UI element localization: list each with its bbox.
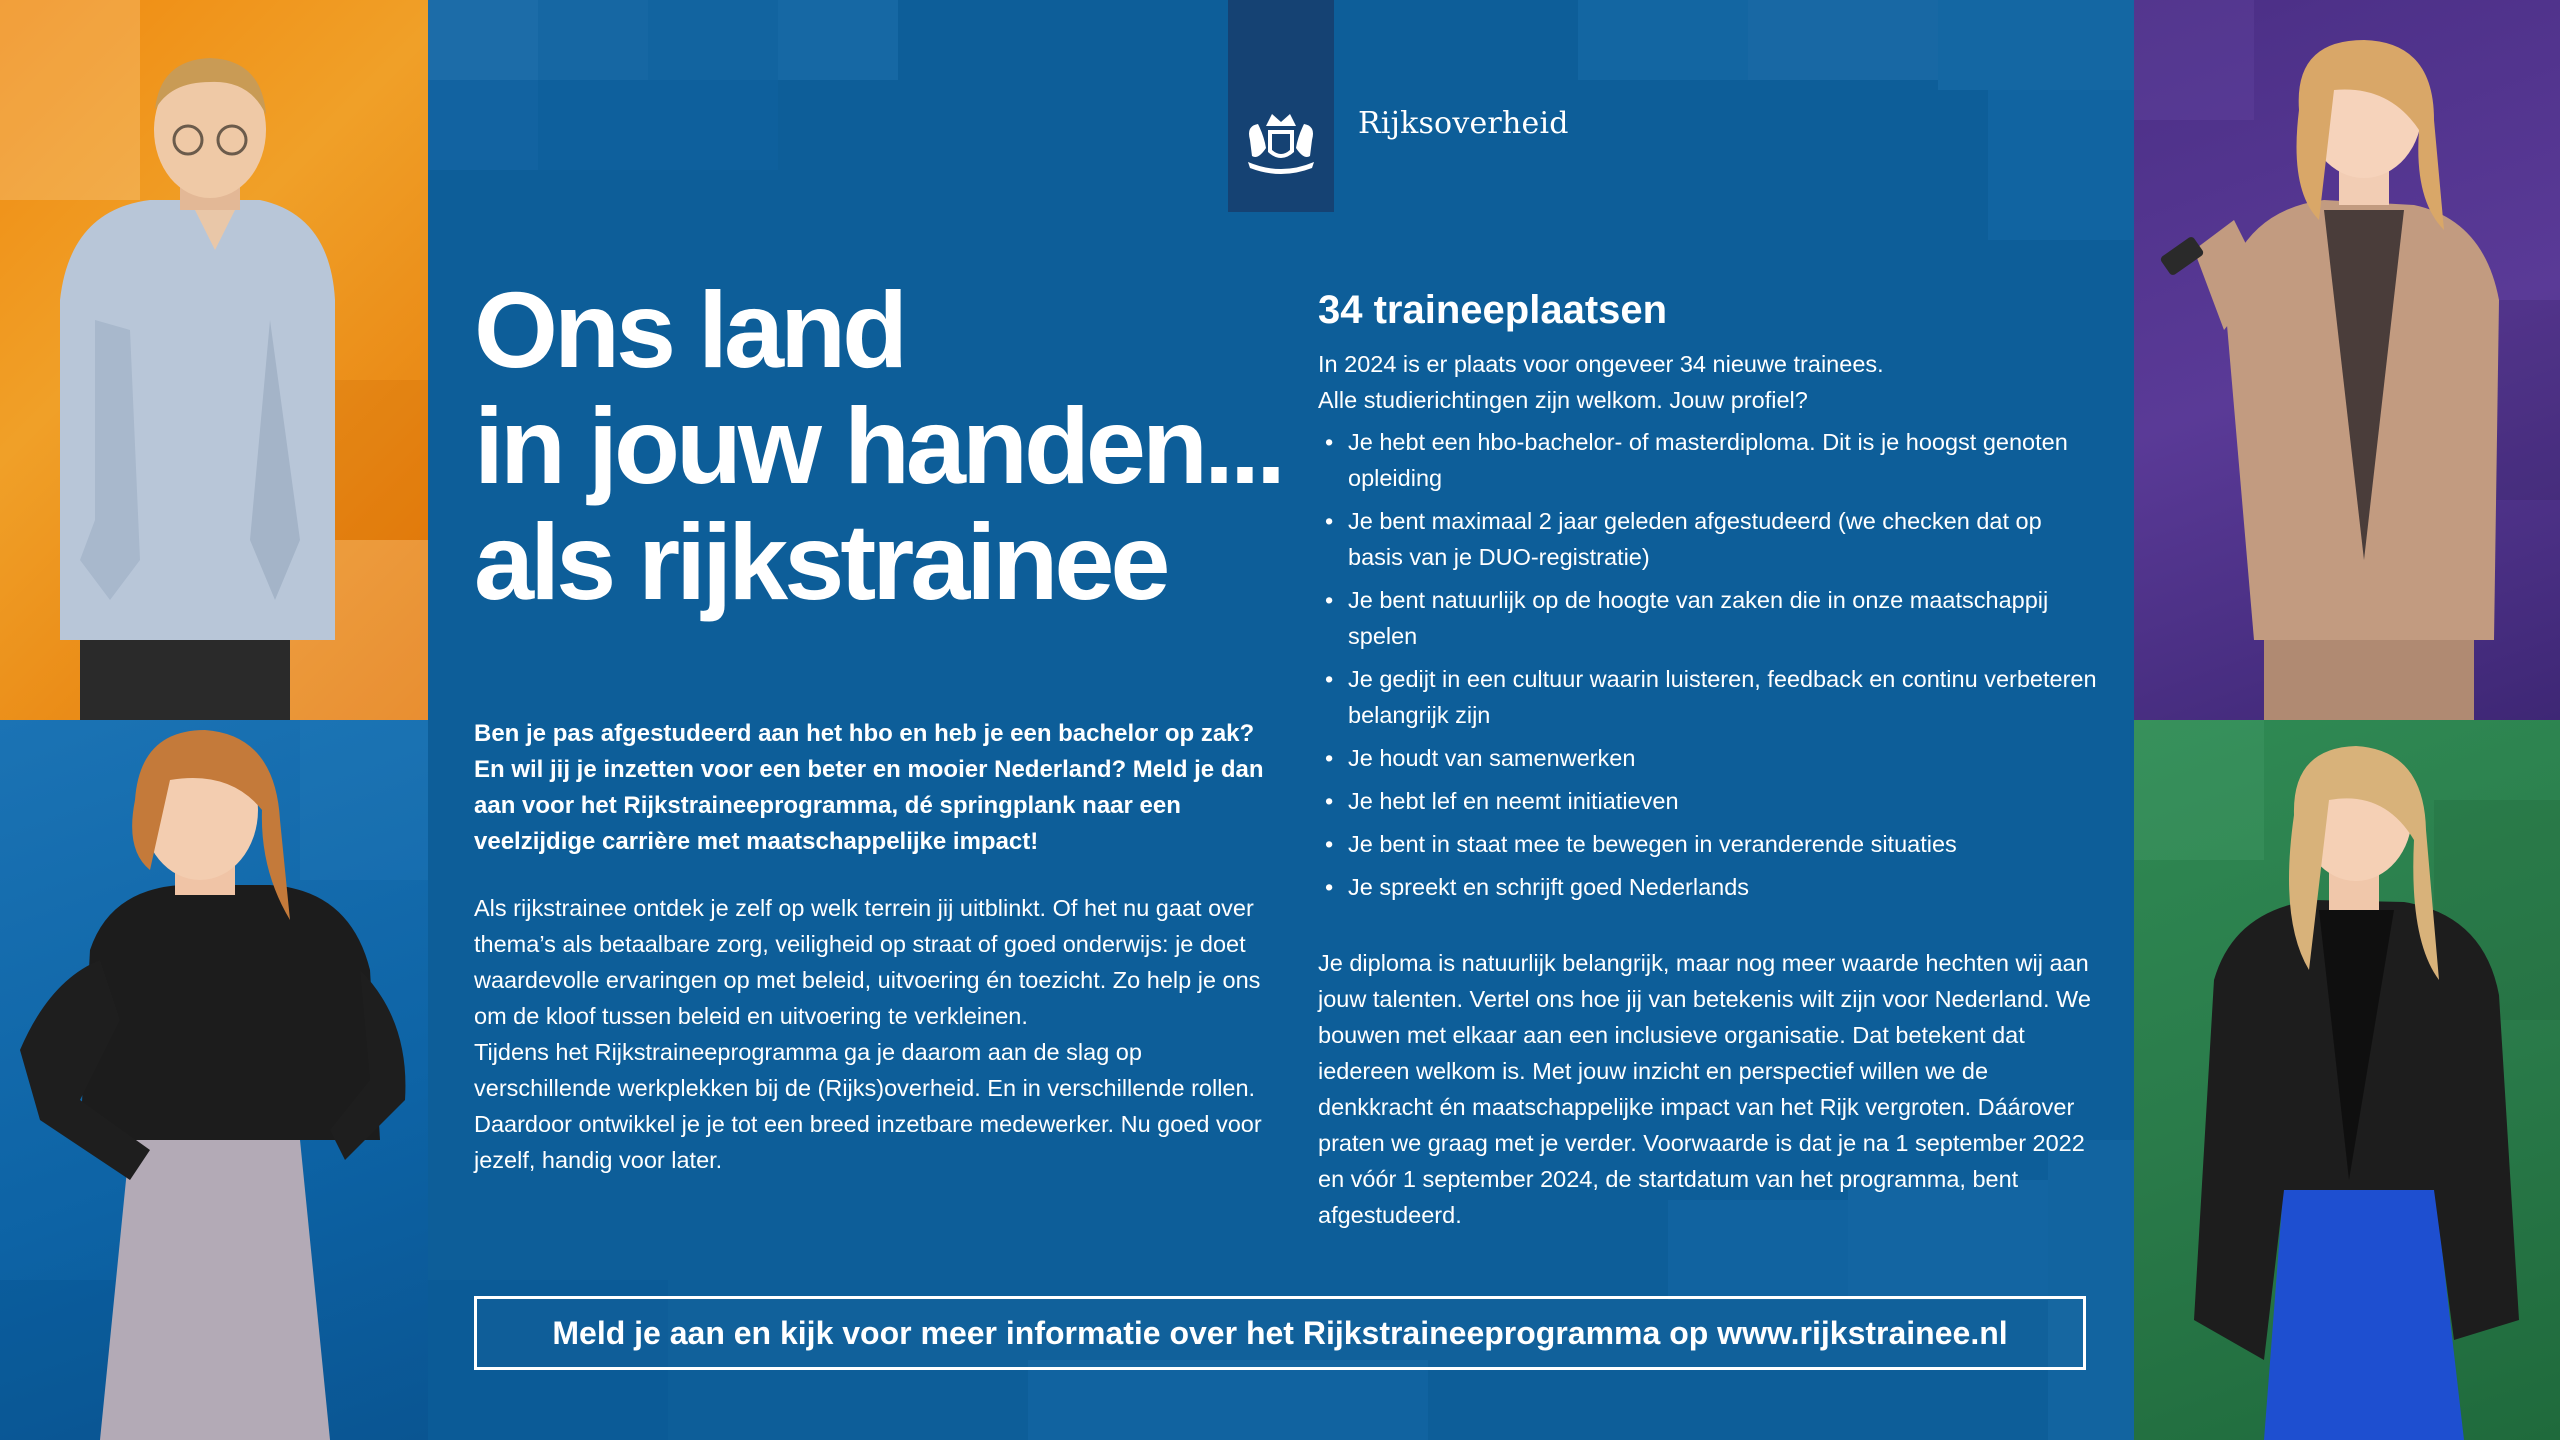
- requirements-list: [1318, 424, 2098, 905]
- person-photo-man: [0, 0, 428, 720]
- photo-panel-woman-purple: [2134, 0, 2560, 720]
- list-item: • Je bent maximaal 2 jaar geleden afgestudeerd (we checken dat op basis van je DUO-registratie): [1325, 508, 2042, 570]
- outro-paragraph: Je diploma is natuurlijk belangrijk, maar nog meer waarde hechten wij aan jouw talenten. Vertel ons hoe jij van betekenis wilt zijn voor Nederland. We bouwen met elkaar aan een inclusieve organisatie. Dat betekent dat iedereen welkom is. Met jouw inzicht en perspectief willen we de denkkracht én maatschappelijke impact van het Rijk vergroten. Dáárover praten we graag met je verder. Voorwaarde is dat je na 1 september 2022 en vóór 1 september 2024, de startdatum van het programma, bent afgestudeerd.: [1318, 950, 2091, 1228]
- list-item: • Je houdt van samenwerken: [1325, 745, 1636, 771]
- person-photo-woman-lace: [0, 720, 428, 1440]
- body-paragraph-1: Als rijkstrainee ontdek je zelf op welk terrein jij uitblinkt. Of het nu gaat over thema’s als betaalbare zorg, veiligheid op straat of goed onderwijs: je doet waardevolle ervaringen op met beleid, uitvoering én toezicht. Zo help je ons om de kloof tussen beleid en uitvoering te verkleinen.: [474, 895, 1261, 1029]
- list-item: • Je hebt een hbo-bachelor- of masterdiploma. Dit is je hoogst genoten opleiding: [1325, 429, 2068, 491]
- body-paragraph-2: Tijdens het Rijkstraineeprogramma ga je daarom aan de slag op verschillende werkplekken bij de (Rijks)overheid. En in verschillende rollen. Daardoor ontwikkel je je tot een breed inzetbare medewerker. Nu goed voor jezelf, handig voor later.: [474, 1039, 1262, 1173]
- photo-panel-woman-blue: [0, 720, 428, 1440]
- traineeplaces-intro-1: In 2024 is er plaats voor ongeveer 34 nieuwe trainees.: [1318, 351, 1884, 377]
- headline-line-1: Ons land: [474, 269, 905, 390]
- coat-of-arms-icon: [1236, 100, 1326, 190]
- traineeplaces-intro-2: Alle studierichtingen zijn welkom. Jouw profiel?: [1318, 387, 1808, 413]
- cta-banner[interactable]: Meld je aan en kijk voor meer informatie over het Rijkstraineeprogramma op www.rijkstrainee.nl: [474, 1296, 2086, 1370]
- photo-panel-woman-green: [2134, 720, 2560, 1440]
- person-photo-woman-blazer: [2134, 720, 2560, 1440]
- person-photo-woman-phone: [2134, 0, 2560, 720]
- traineeplaces-heading: 34 traineeplaatsen: [1318, 288, 1668, 332]
- logo-banner: [1228, 0, 1334, 212]
- list-item: • Je bent natuurlijk op de hoogte van zaken die in onze maatschappij spelen: [1325, 587, 2049, 649]
- list-item: • Je hebt lef en neemt initiatieven: [1325, 788, 1679, 814]
- intro-paragraph: Ben je pas afgestudeerd aan het hbo en heb je een bachelor op zak? En wil jij je inzetten voor een beter en mooier Nederland? Meld je dan aan voor het Rijkstraineeprogramma, dé springplank naar een veelzijdige carrière met maatschappelijke impact!: [474, 720, 1264, 855]
- logo-wordmark: Rijksoverheid: [1358, 106, 1569, 141]
- headline-line-2: in jouw handen...: [474, 385, 1282, 506]
- list-item: • Je spreekt en schrijft goed Nederlands: [1325, 874, 1750, 900]
- list-item: • Je gedijt in een cultuur waarin luisteren, feedback en continu verbeteren belangrijk zijn: [1325, 666, 2097, 728]
- body-left: [474, 890, 1264, 1178]
- headline: [474, 269, 1294, 622]
- headline-line-3: als rijkstrainee: [474, 501, 1167, 622]
- photo-panel-man-orange: [0, 0, 428, 720]
- right-column: [1318, 284, 2098, 1233]
- list-item: • Je bent in staat mee te bewegen in veranderende situaties: [1325, 831, 1957, 857]
